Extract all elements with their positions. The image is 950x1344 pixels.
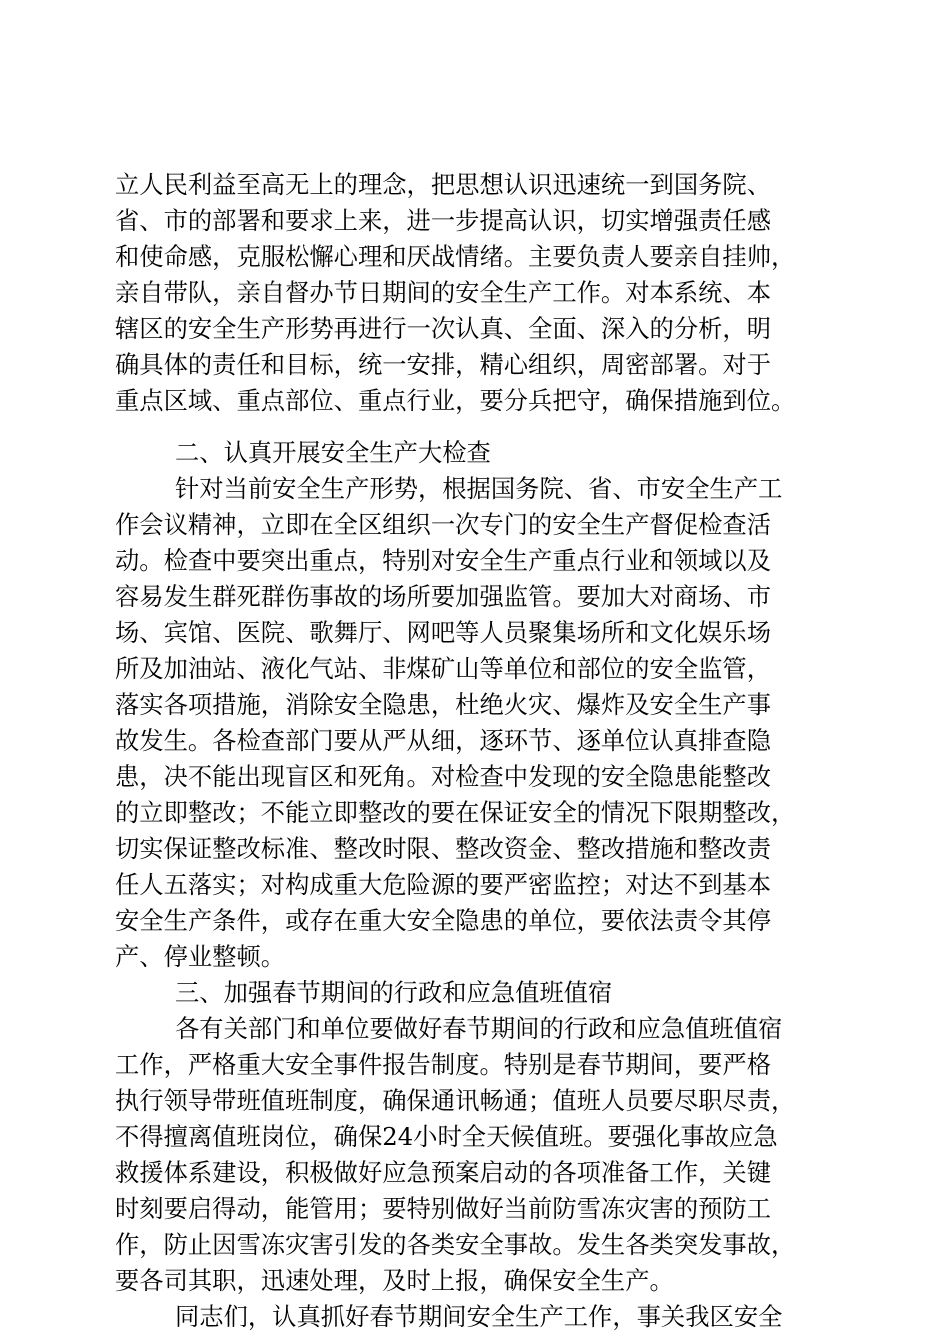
paragraph-3-line-14: 产、停业整顿。	[115, 942, 286, 971]
paragraph-5-line-8: 要各司其职，迅速处理，及时上报，确保安全生产。	[115, 1266, 674, 1295]
paragraph-3-line-11: 切实保证整改标准、整改时限、整改资金、整改措施和整改责	[115, 834, 772, 863]
paragraph-5-line-6: 时刻要启得动，能管用；要特别做好当前防雪冻灾害的预防工	[115, 1194, 772, 1223]
paragraph-1-line-1: 立人民利益至高无上的理念，把思想认识迅速统一到国务院、	[115, 170, 772, 199]
paragraph-1-line-6: 确具体的责任和目标，统一安排，精心组织，周密部署。对于	[115, 350, 772, 379]
paragraph-3-line-5: 场、宾馆、医院、歌舞厅、网吧等人员聚集场所和文化娱乐场	[115, 618, 772, 647]
paragraph-3-line-3: 动。检查中要突出重点，特别对安全生产重点行业和领域以及	[115, 546, 772, 575]
paragraph-3-line-9: 患，决不能出现盲区和死角。对检查中发现的安全隐患能整改	[115, 762, 772, 791]
paragraph-5-line-7: 作，防止因雪冻灾害引发的各类安全事故。发生各类突发事故，	[115, 1230, 796, 1259]
paragraph-1-line-2: 省、市的部署和要求上来，进一步提高认识，切实增强责任感	[115, 206, 772, 235]
paragraph-1-line-7: 重点区域、重点部位、重点行业，要分兵把守，确保措施到位。	[115, 386, 796, 415]
paragraph-3-line-12: 任人五落实；对构成重大危险源的要严密监控；对达不到基本	[115, 870, 772, 899]
paragraph-5-line-1: 各有关部门和单位要做好春节期间的行政和应急值班值宿	[175, 1014, 783, 1043]
paragraph-3-line-13: 安全生产条件，或存在重大安全隐患的单位，要依法责令其停	[115, 906, 772, 935]
paragraph-3-line-1: 针对当前安全生产形势，根据国务院、省、市安全生产工	[175, 474, 783, 503]
paragraph-3-line-8: 故发生。各检查部门要从严从细，逐环节、逐单位认真排查隐	[115, 726, 772, 755]
paragraph-3-line-4: 容易发生群死群伤事故的场所要加强监管。要加大对商场、市	[115, 582, 772, 611]
paragraph-5-line-3: 执行领导带班值班制度，确保通讯畅通；值班人员要尽职尽责，	[115, 1086, 796, 1115]
paragraph-5-line-5: 救援体系建设，积极做好应急预案启动的各项准备工作，关键	[115, 1158, 772, 1187]
paragraph-3-line-2: 作会议精神，立即在全区组织一次专门的安全生产督促检查活	[115, 510, 772, 539]
paragraph-3-line-10: 的立即整改；不能立即整改的要在保证安全的情况下限期整改，	[115, 798, 796, 827]
paragraph-5-line-2: 工作，严格重大安全事件报告制度。特别是春节期间，要严格	[115, 1050, 772, 1079]
paragraph-1-line-3: 和使命感，克服松懈心理和厌战情绪。主要负责人要亲自挂帅，	[115, 242, 796, 271]
paragraph-1-line-4: 亲自带队，亲自督办节日期间的安全生产工作。对本系统、本	[115, 278, 772, 307]
section-heading-3: 三、加强春节期间的行政和应急值班值宿	[175, 978, 613, 1007]
paragraph-3-line-6: 所及加油站、液化气站、非煤矿山等单位和部位的安全监管，	[115, 654, 772, 683]
paragraph-6-line-1: 同志们，认真抓好春节期间安全生产工作，事关我区安全	[175, 1302, 783, 1331]
paragraph-3-line-7: 落实各项措施，消除安全隐患，杜绝火灾、爆炸及安全生产事	[115, 690, 772, 719]
paragraph-1-line-5: 辖区的安全生产形势再进行一次认真、全面、深入的分析，明	[115, 314, 772, 343]
section-heading-2: 二、认真开展安全生产大检查	[175, 438, 491, 467]
paragraph-5-line-4: 不得擅离值班岗位，确保24小时全天候值班。要强化事故应急	[115, 1122, 778, 1151]
